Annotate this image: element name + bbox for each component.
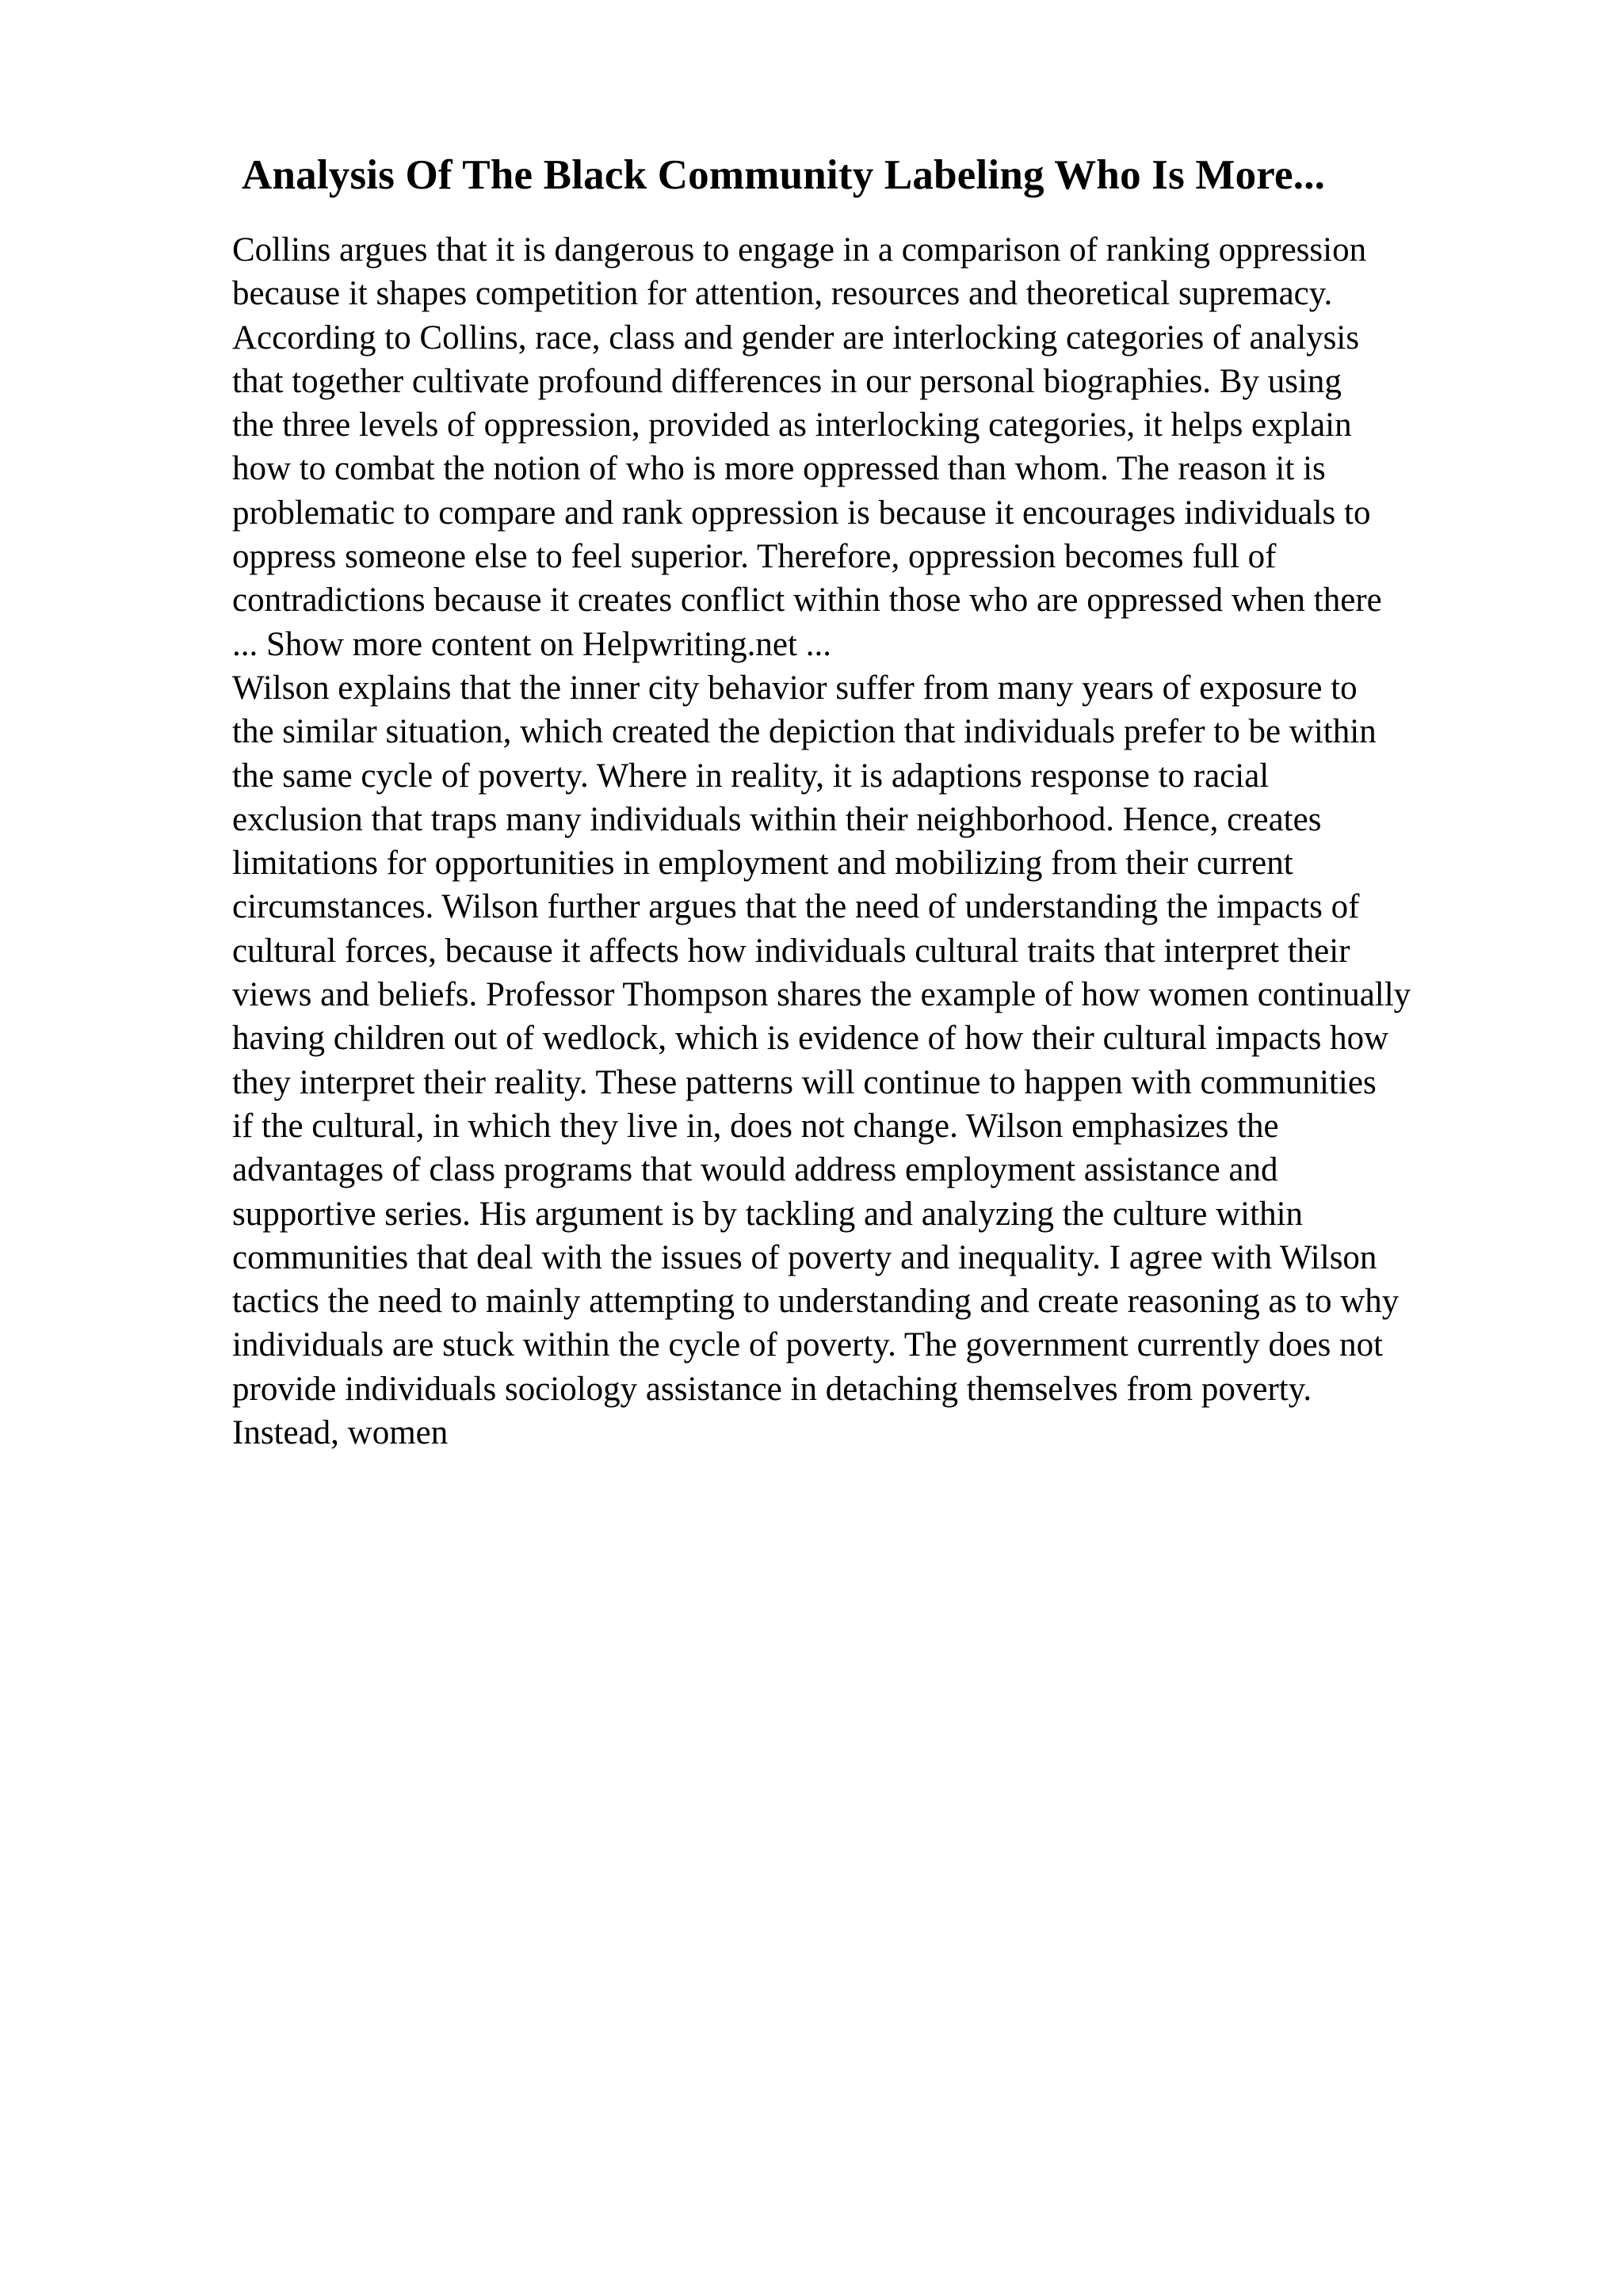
document-content-column [232, 0, 1470, 1455]
text-line: cultural forces, because it affects how individuals cultural traits that interpret their [232, 932, 1350, 970]
text-line: provide individuals sociology assistance in detaching themselves from poverty. [232, 1370, 1312, 1408]
text-line: ... Show more content on Helpwriting.net ... [232, 625, 831, 663]
text-line: because it shapes competition for attention, resources and theoretical supremacy. [232, 275, 1333, 313]
document-body [232, 200, 1470, 1455]
paragraph-1 [232, 228, 1470, 623]
text-line: communities that deal with the issues of poverty and inequality. I agree with Wilson [232, 1238, 1377, 1276]
text-line: advantages of class programs that would address employment assistance and [232, 1151, 1278, 1189]
text-line: limitations for opportunities in employment and mobilizing from their current [232, 845, 1293, 883]
text-line: the similar situation, which created the depiction that individuals prefer to be within [232, 713, 1377, 751]
text-line: the same cycle of poverty. Where in reality, it is adaptions response to racial [232, 757, 1270, 795]
text-line: the three levels of oppression, provided as interlocking categories, it helps explain [232, 406, 1352, 444]
show-more-notice [232, 623, 1470, 666]
text-line: problematic to compare and rank oppression is because it encourages individuals to [232, 494, 1371, 532]
text-line: Wilson explains that the inner city behavior suffer from many years of exposure to [232, 669, 1358, 707]
text-line: how to combat the notion of who is more oppressed than whom. The reason it is [232, 450, 1326, 488]
text-line: Instead, women [232, 1414, 449, 1452]
text-line: Collins argues that it is dangerous to engage in a comparison of ranking oppression [232, 231, 1367, 269]
text-line: views and beliefs. Professor Thompson shares the example of how women continually [232, 976, 1411, 1014]
text-line: they interpret their reality. These patterns will continue to happen with communities [232, 1063, 1377, 1101]
paragraph-2 [232, 666, 1470, 1455]
text-line: According to Collins, race, class and gender are interlocking categories of analysis [232, 318, 1360, 357]
paragraph-block [232, 228, 1470, 1455]
page-title: Analysis Of The Black Community Labeling Who Is More... [242, 152, 1326, 198]
text-line: circumstances. Wilson further argues that the need of understanding the impacts of [232, 888, 1360, 926]
text-line: if the cultural, in which they live in, does not change. Wilson emphasizes the [232, 1107, 1279, 1145]
text-line: tactics the need to mainly attempting to understanding and create reasoning as to why [232, 1283, 1400, 1321]
text-line: oppress someone else to feel superior. Therefore, oppression becomes full of [232, 538, 1277, 576]
text-line: contradictions because it creates conflict within those who are oppressed when there [232, 582, 1382, 620]
text-line: supportive series. His argument is by tackling and analyzing the culture within [232, 1195, 1304, 1233]
text-line: having children out of wedlock, which is evidence of how their cultural impacts how [232, 1020, 1389, 1058]
text-line: exclusion that traps many individuals within their neighborhood. Hence, creates [232, 800, 1322, 838]
text-line: individuals are stuck within the cycle of poverty. The government currently does not [232, 1326, 1384, 1364]
text-line: that together cultivate profound differences in our personal biographies. By using [232, 362, 1342, 400]
